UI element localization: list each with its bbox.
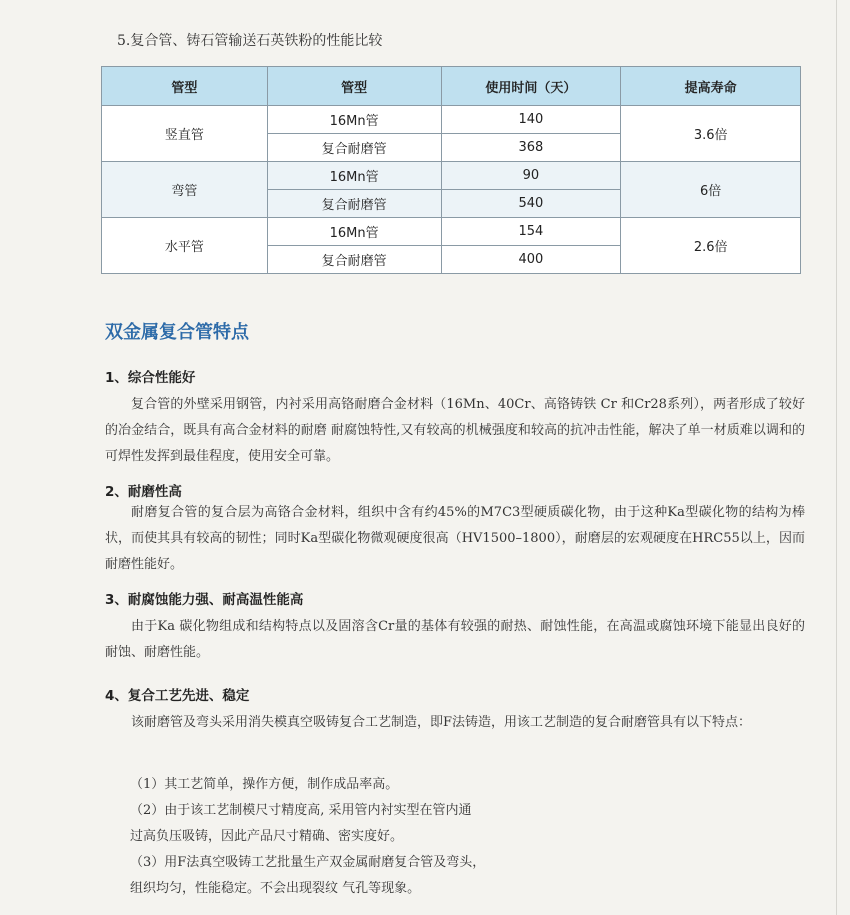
days-cell: 368 [441, 134, 621, 162]
feature-text-2: 耐磨复合管的复合层为高铬合金材料，组织中含有约45%的M7C3型硬质碳化物，由于这种Ka型碳化物的结构为棒状，而使其具有较高的韧性；同时Ka型碳化物微观硬度很高（HV1500–1800），耐磨层的宏观硬度在HRC55以上，因而耐磨性能好。 [105, 505, 805, 572]
feature-text-4: 该耐磨管及弯头采用消失模真空吸铸复合工艺制造，即F法铸造，用该工艺制造的复合耐磨管具有以下特点： [131, 715, 752, 730]
feature-text-1: 复合管的外壁采用钢管，内衬采用高铬耐磨合金材料（16Mn、40Cr、高铬铸铁 Cr 和Cr28系列），两者形成了较好的冶金结合，既具有高合金材料的耐磨 耐腐蚀特性,又有较高的机械强度和较高的抗冲击性能，解决了单一材质难以调和的可焊性发挥到最佳程度，使用安全可靠。 [105, 397, 805, 464]
section-title: 双金属复合管特点 [105, 322, 249, 343]
page-edge [836, 0, 837, 915]
material-cell: 16Mn管 [267, 106, 441, 134]
pipe-type-cell: 竖直管 [102, 106, 268, 162]
process-point: （3）用F法真空吸铸工艺批量生产双金属耐磨复合管及弯头， [130, 855, 486, 870]
days-cell: 540 [441, 190, 621, 218]
days-cell: 90 [441, 162, 621, 190]
improvement-cell: 2.6倍 [621, 218, 801, 274]
days-cell: 400 [441, 246, 621, 274]
feature-heading-4: 4、复合工艺先进、稳定 [105, 688, 250, 704]
comparison-table [101, 66, 801, 274]
material-cell: 16Mn管 [267, 218, 441, 246]
feature-text-3: 由于Ka 碳化物组成和结构特点以及固溶含Cr量的基体有较强的耐热、耐蚀性能，在高温或腐蚀环境下能显出良好的耐蚀、耐磨性能。 [105, 619, 805, 660]
days-cell: 140 [441, 106, 621, 134]
table-caption: 5.复合管、铸石管输送石英铁粉的性能比较 [117, 33, 383, 49]
table-row [102, 218, 801, 246]
header-life-improvement: 提高寿命 [621, 67, 801, 106]
header-pipe-type: 管型 [102, 67, 268, 106]
improvement-cell: 6倍 [621, 162, 801, 218]
feature-heading-3: 3、耐腐蚀能力强、耐高温性能高 [105, 592, 304, 608]
material-cell: 复合耐磨管 [267, 190, 441, 218]
days-cell: 154 [441, 218, 621, 246]
pipe-type-cell: 弯管 [102, 162, 268, 218]
header-pipe-material: 管型 [267, 67, 441, 106]
pipe-type-cell: 水平管 [102, 218, 268, 274]
material-cell: 复合耐磨管 [267, 246, 441, 274]
feature-heading-1: 1、综合性能好 [105, 370, 196, 386]
material-cell: 16Mn管 [267, 162, 441, 190]
table-row [102, 162, 801, 190]
improvement-cell: 3.6倍 [621, 106, 801, 162]
process-point: （2）由于该工艺制模尺寸精度高, 采用管内衬实型在管内通 [130, 803, 472, 818]
process-point: 组织均匀，性能稳定。不会出现裂纹 气孔等现象。 [130, 881, 421, 896]
material-cell: 复合耐磨管 [267, 134, 441, 162]
process-point: （1）其工艺简单，操作方便，制作成品率高。 [130, 777, 399, 792]
header-service-days: 使用时间（天） [441, 67, 621, 106]
table-row [102, 106, 801, 134]
process-point: 过高负压吸铸，因此产品尺寸精确、密实度好。 [130, 829, 404, 844]
feature-heading-2: 2、耐磨性高 [105, 484, 182, 500]
table-header-row [102, 67, 801, 106]
